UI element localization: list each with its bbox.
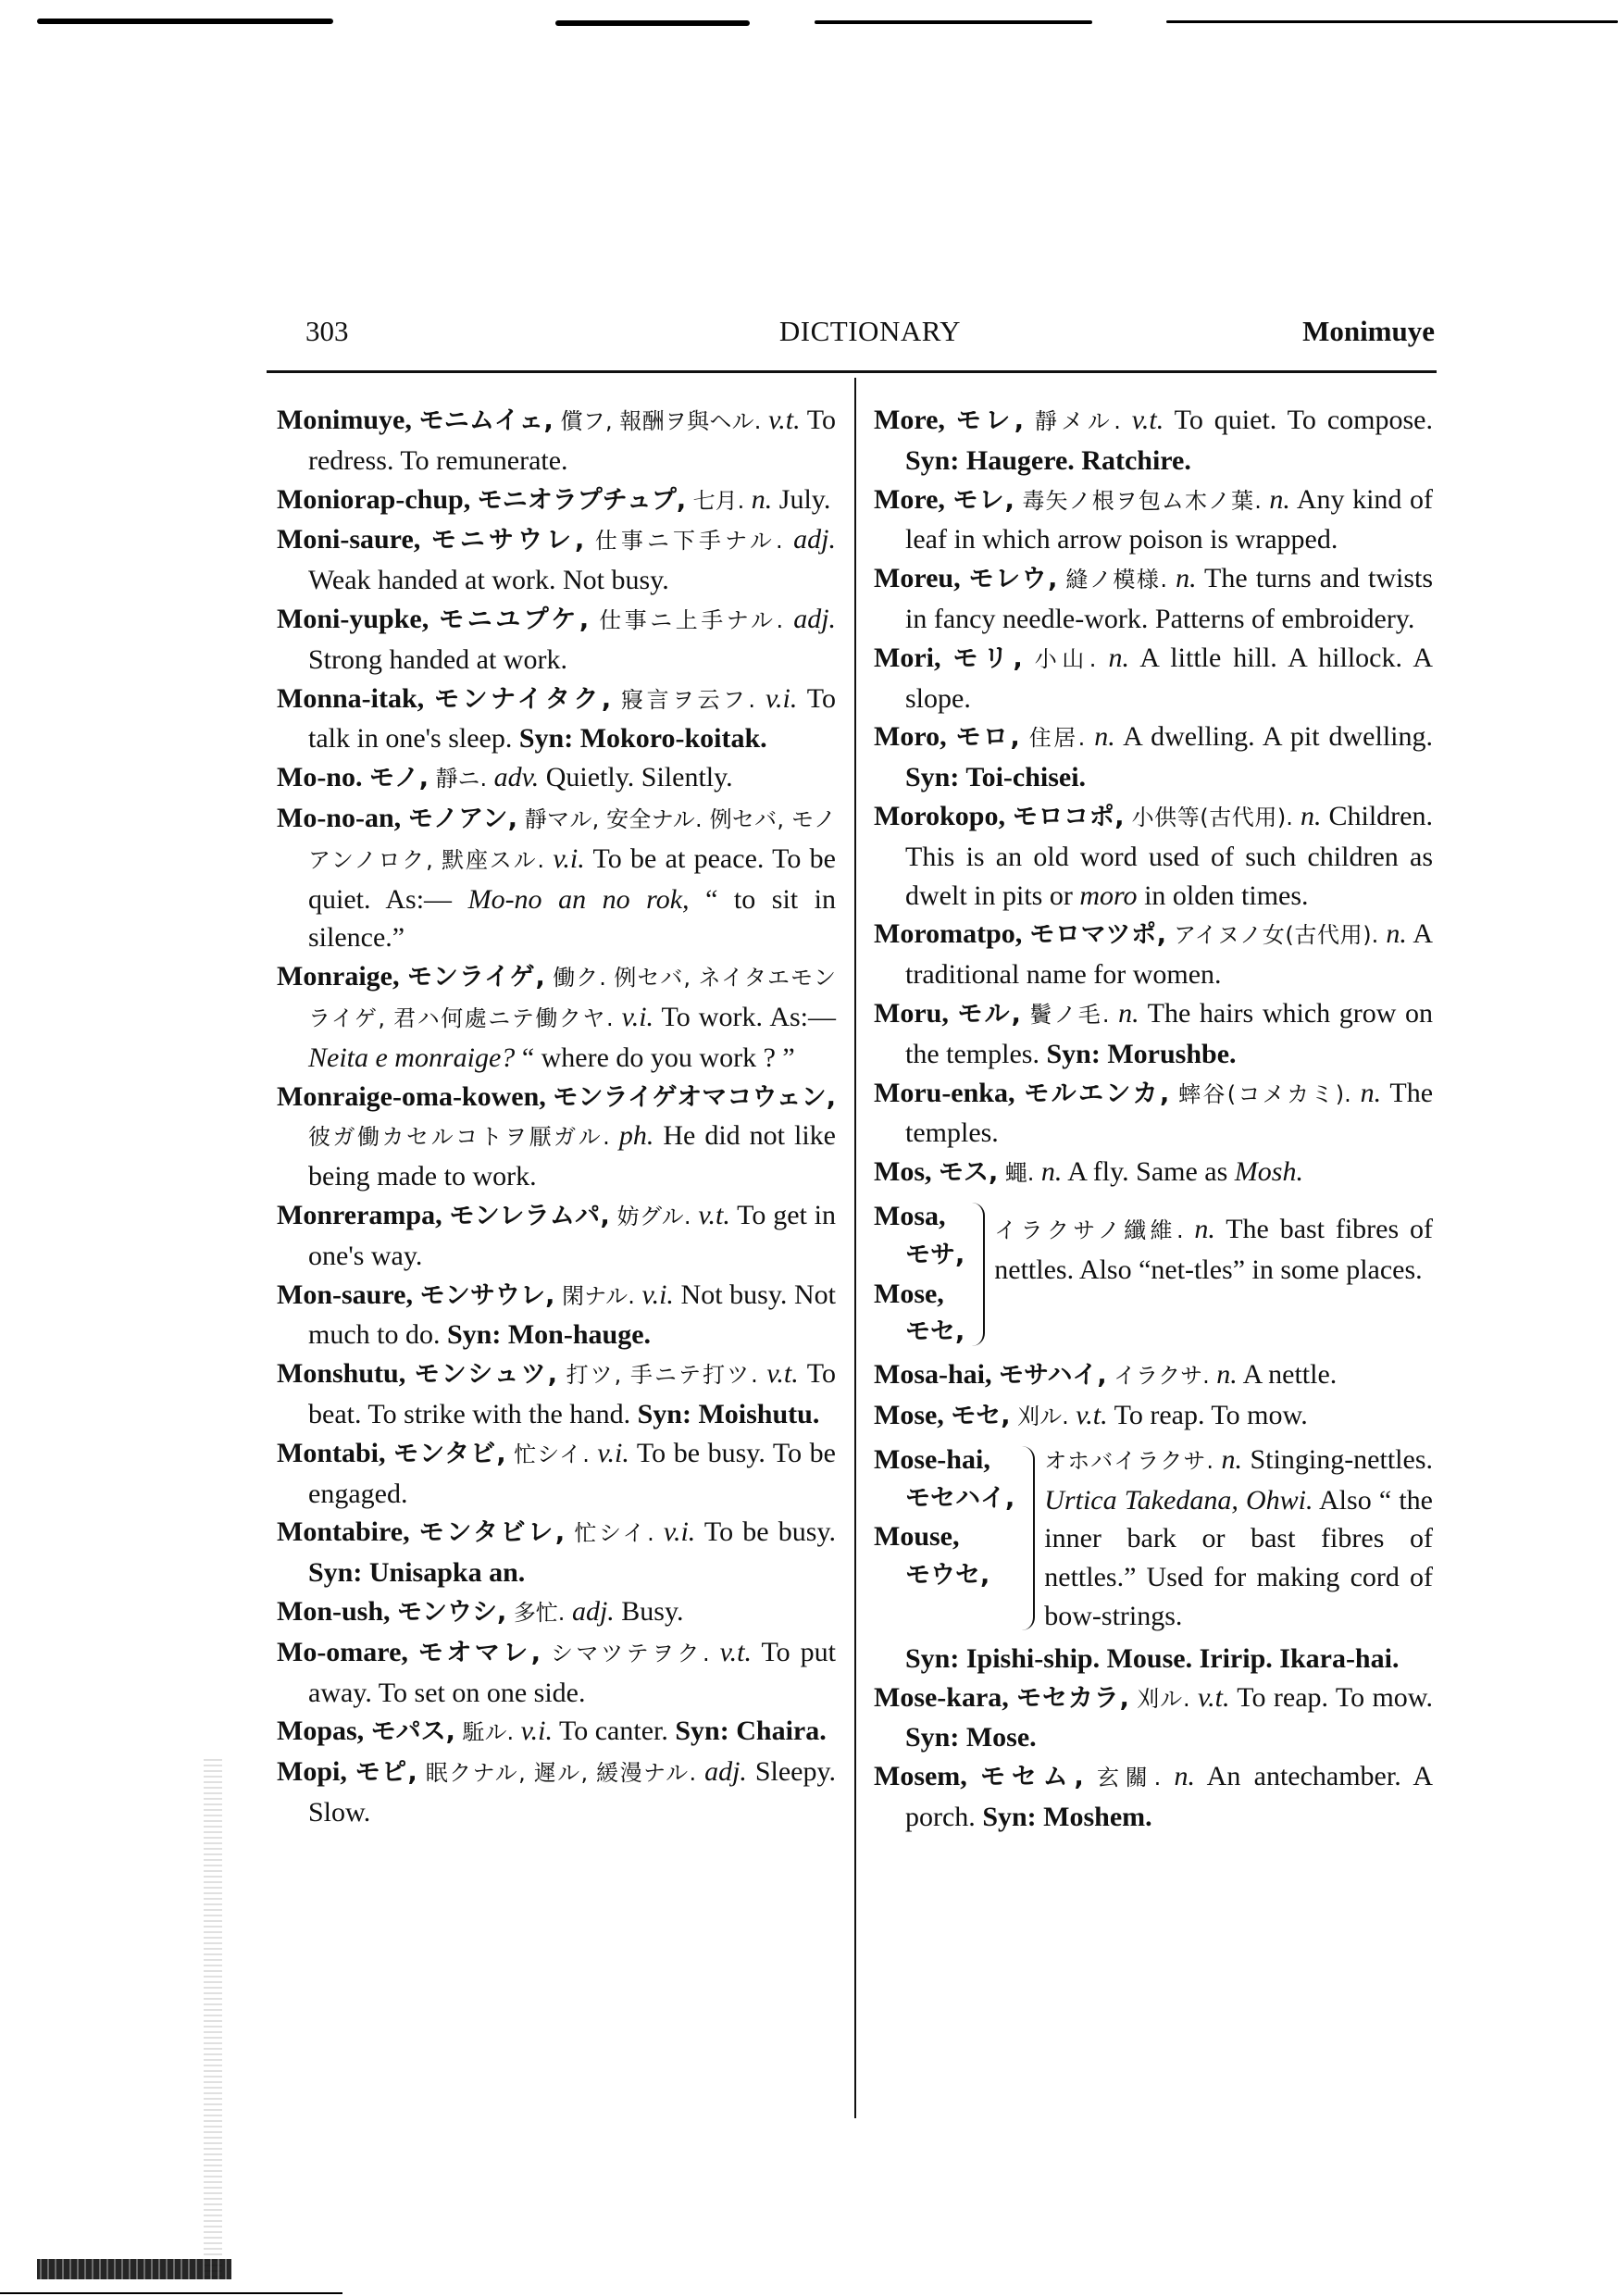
part-of-speech: n. (1360, 1077, 1382, 1108)
page-header (305, 315, 1435, 361)
part-of-speech: v.i. (765, 682, 798, 714)
dictionary-entry (874, 559, 1433, 639)
definition: The turns and twists in fancy needle-work. Patterns of embroidery. (905, 563, 1434, 634)
definition: To put away. To set on one side. (308, 1636, 836, 1708)
headword-kana: モス, (939, 1158, 999, 1188)
headword-kana: モリ, (952, 643, 1023, 673)
entry-group-mose-hai (874, 1441, 1433, 1636)
definition: A little hill. A hillock. A slope. (905, 642, 1434, 714)
definition: Busy. (621, 1595, 684, 1627)
dictionary-entry (874, 401, 1433, 480)
dictionary-entry (277, 1196, 836, 1276)
japanese-gloss: 妨グル. (616, 1203, 691, 1229)
headword: Monraige, (277, 961, 400, 992)
definition: To be busy. (703, 1516, 836, 1548)
dictionary-entry (874, 718, 1433, 797)
synonyms: Syn: Chaira. (675, 1716, 827, 1747)
part-of-speech: v.t. (719, 1636, 753, 1667)
headword-kana: モンタビレ, (418, 1518, 566, 1548)
headword: Moro, (874, 721, 947, 753)
japanese-gloss: 刈ル. (1017, 1403, 1069, 1429)
dictionary-entry (277, 680, 836, 759)
part-of-speech: n. (1194, 1213, 1215, 1244)
headword: Mos, (874, 1156, 932, 1188)
headword-kana: モニオラプチュプ, (477, 485, 687, 515)
headword-kana: モルエンカ, (1024, 1079, 1170, 1108)
headword-kana: モンライゲ, (406, 963, 545, 992)
synonyms: Syn: Toi-chisei. (905, 762, 1087, 793)
headword-kana: モピ, (355, 1758, 417, 1788)
part-of-speech: v.t. (768, 405, 801, 435)
headword: Monraige-oma-kowen, (277, 1080, 546, 1112)
japanese-gloss: 靜ニ. (435, 766, 488, 792)
synonyms: Syn: Haugere. Ratchire. (905, 444, 1191, 476)
part-of-speech: adj. (704, 1756, 747, 1788)
synonyms: Syn: Moishutu. (637, 1398, 820, 1429)
japanese-gloss: 仕事ニ下手ナル. (594, 528, 783, 555)
definition-continued: “ to sit in silence.” (308, 883, 836, 954)
headword: Mori, (874, 642, 941, 673)
headword: Mo-no-an, (277, 802, 402, 833)
headword: Morokopo, (874, 800, 1005, 831)
japanese-gloss: 寢言ヲ云フ. (621, 686, 755, 713)
definition: To be at peace. To be quiet. As:— (308, 842, 836, 915)
japanese-gloss: 償フ, 報酬ヲ與ヘル. (560, 408, 762, 434)
dictionary-entry (277, 401, 836, 480)
headword: Mose, (874, 1278, 944, 1309)
dictionary-entry (277, 1276, 836, 1355)
headword-kana: モンシュツ, (414, 1360, 558, 1390)
definition: To reap. To mow. (1237, 1681, 1433, 1713)
headword: Monrerampa, (277, 1199, 442, 1230)
headword-kana: モセハイ, (905, 1483, 1015, 1513)
part-of-speech: ph. (618, 1120, 654, 1152)
dictionary-entry (874, 639, 1433, 718)
part-of-speech: n. (1174, 1761, 1196, 1792)
headword: Mose-kara, (874, 1681, 1009, 1713)
part-of-speech: v.i. (520, 1716, 554, 1747)
synonyms: Syn: Mose. (905, 1722, 1037, 1753)
headword: Mosa, (874, 1200, 946, 1231)
headword: Mosa-hai, (874, 1359, 992, 1391)
definition: To redress. To remunerate. (308, 405, 837, 476)
example: Mo-no an no rok, (467, 883, 690, 915)
japanese-gloss: 刈ル. (1137, 1685, 1190, 1712)
headword-kana: モセ, (951, 1401, 1011, 1430)
dictionary-entry (277, 758, 836, 799)
headword-kana: モサ, (905, 1240, 965, 1269)
dictionary-entry (874, 480, 1433, 560)
headword-kana: モニムイェ, (418, 406, 554, 435)
japanese-gloss: イラクサ. (1114, 1363, 1210, 1390)
scan-artifact-bottom (37, 2259, 231, 2279)
headword-kana: モレ, (952, 485, 1014, 515)
japanese-gloss: 住居. (1028, 725, 1086, 752)
headword: Montabi, (277, 1437, 386, 1468)
synonyms: Syn: Mon-hauge. (447, 1319, 652, 1351)
dictionary-entry (277, 1078, 836, 1196)
part-of-speech: n. (1269, 483, 1290, 515)
definition: Not busy. Not much to do. (308, 1279, 837, 1351)
definition: The temples. (905, 1077, 1434, 1149)
headword: Mosem, (874, 1761, 967, 1792)
scan-artifact-top (815, 20, 1092, 24)
part-of-speech: v.i. (553, 842, 585, 874)
part-of-speech: n. (1386, 918, 1407, 950)
japanese-gloss: 打ツ, 手ニテ打ツ. (566, 1362, 758, 1389)
scan-artifact-margin (204, 1759, 222, 2277)
part-of-speech: v.i. (597, 1437, 629, 1468)
headword-kana: モンライゲオマコウェン, (553, 1082, 836, 1112)
headword: Monna-itak, (277, 682, 425, 714)
guide-word: Monimuye (1302, 315, 1435, 347)
part-of-speech: v.t. (698, 1199, 730, 1230)
right-column (874, 401, 1433, 1837)
headword: Mose-hai, (874, 1443, 990, 1475)
japanese-gloss: 靜マル, 安全ナル. 例セバ, モノアンノロク, 默座スル. (308, 805, 836, 873)
headword: Mopi, (277, 1756, 347, 1788)
synonyms: Syn: Moshem. (982, 1801, 1152, 1832)
headword-kana: モンレラムパ, (449, 1201, 610, 1230)
definition: To talk in one's sleep. (308, 682, 837, 755)
headword-kana: モンナイタク, (434, 684, 612, 714)
definition: To work. As:— (661, 1001, 837, 1032)
dictionary-entry (874, 915, 1433, 994)
example: Neita e monraige? (308, 1042, 516, 1073)
headword: Moniorap-chup, (277, 483, 471, 515)
headword: Mon-saure, (277, 1279, 413, 1310)
part-of-speech: v.t. (1198, 1681, 1230, 1713)
definition-continued: in olden times. (1144, 880, 1309, 911)
part-of-speech: v.i. (621, 1001, 654, 1032)
definition: To get in one's way. (308, 1199, 837, 1271)
headword-kana: モセム, (980, 1763, 1084, 1792)
headword-kana: モンサウレ, (419, 1280, 555, 1310)
part-of-speech: adv. (493, 762, 540, 793)
headword-kana: モンウシ, (397, 1597, 507, 1627)
headword: Moni-saure, (277, 524, 421, 555)
definition: A dwelling. A pit dwelling. (1123, 721, 1433, 753)
headword: Moru, (874, 997, 949, 1029)
definition: Weak handed at work. Not busy. (308, 565, 669, 596)
part-of-speech: n. (751, 483, 773, 515)
headword-kana: モセカラ, (1016, 1683, 1129, 1713)
dictionary-entry (874, 797, 1433, 915)
part-of-speech: n. (1216, 1359, 1238, 1391)
part-of-speech: adj. (793, 524, 836, 555)
definition: To beat. To strike with the hand. (308, 1358, 836, 1429)
headword-kana: モニユプケ, (439, 605, 590, 634)
dictionary-entry (277, 1712, 836, 1753)
headword-kana: モノアン, (407, 804, 517, 833)
part-of-speech: adj. (793, 603, 837, 634)
part-of-speech: n. (1108, 642, 1129, 673)
japanese-gloss: シマツテヲク. (550, 1640, 710, 1666)
definition: He did not like being made to work. (308, 1120, 837, 1192)
brace (1016, 1446, 1035, 1630)
column-divider (854, 378, 856, 2118)
japanese-gloss: 多忙. (513, 1599, 566, 1626)
japanese-gloss: 蟀谷(コメカミ). (1178, 1080, 1351, 1107)
japanese-gloss: 蠅. (1004, 1160, 1035, 1187)
japanese-gloss: 小山. (1034, 645, 1097, 672)
headword-kana: モンタビ, (393, 1439, 506, 1468)
headword: Mon-ush, (277, 1595, 391, 1627)
page-number: 303 (305, 315, 349, 347)
part-of-speech: v.t. (1131, 405, 1164, 435)
dictionary-entry (277, 1434, 836, 1514)
headword-kana: モサハイ, (999, 1361, 1107, 1391)
part-of-speech: n. (1300, 800, 1322, 831)
headword: Moni-yupke, (277, 603, 429, 634)
part-of-speech: v.i. (663, 1516, 696, 1548)
headword: Mo-omare, (277, 1636, 408, 1667)
scan-artifact-line (0, 2292, 342, 2294)
dictionary-entry (874, 1355, 1433, 1396)
headword: Moromatpo, (874, 918, 1023, 950)
definition: Any kind of leaf in which arrow poison is wrapped. (905, 483, 1433, 555)
left-column (277, 401, 836, 1832)
japanese-gloss: イラクサノ纖維. (994, 1217, 1184, 1243)
headword: Monshutu, (277, 1358, 406, 1390)
headword-kana: モセ, (905, 1317, 965, 1347)
synonyms: Syn: Ipishi-ship. Mouse. Iririp. Ikara-hai. (905, 1642, 1400, 1674)
dictionary-entry (277, 799, 836, 957)
part-of-speech: v.i. (641, 1279, 674, 1310)
japanese-gloss: 小供等(古代用). (1131, 804, 1293, 830)
definition: A nettle. (1242, 1359, 1338, 1391)
japanese-gloss: 縫ノ模様. (1065, 567, 1168, 593)
headword-kana: モレウ, (968, 565, 1058, 594)
dictionary-entry (277, 480, 836, 521)
scientific-name: Urtica Takedana, Ohwi. (1044, 1484, 1313, 1516)
part-of-speech: v.t. (1076, 1399, 1108, 1430)
headword-kana: モル, (957, 999, 1021, 1029)
headword-kana: モレ, (955, 406, 1024, 435)
headword-kana: モロコポ, (1013, 802, 1125, 831)
dictionary-entry (874, 1396, 1433, 1437)
definition: A fly. Same as (1067, 1156, 1228, 1188)
part-of-speech: v.t. (766, 1358, 799, 1390)
synonyms: Syn: Unisapka an. (308, 1557, 526, 1589)
definition: Children. This is an old word used of such children as dwelt in pits or (905, 800, 1433, 911)
definition-continued: Also “ the inner bark or bast fibres of nettles.” Used for making cord of bow-strings. (1044, 1484, 1433, 1631)
dictionary-entry (277, 1753, 836, 1832)
headword: Moru-enka, (874, 1077, 1015, 1108)
definition: To quiet. To compose. (1174, 405, 1433, 435)
brace (966, 1203, 985, 1346)
dictionary-entry (874, 1153, 1433, 1193)
japanese-gloss: 鬢ノ毛. (1029, 1001, 1110, 1028)
japanese-gloss: 閑ナル. (562, 1282, 635, 1309)
dictionary-entry (874, 1074, 1433, 1154)
part-of-speech: adj. (571, 1595, 615, 1627)
headword-kana: モノ, (369, 764, 429, 793)
definition: Sleepy. Slow. (308, 1756, 837, 1828)
dictionary-entry (277, 957, 836, 1077)
definition: The bast fibres of nettles. Also “net-tles” in some places. (994, 1213, 1433, 1285)
headword: Mose, (874, 1399, 944, 1430)
definition: To be busy. To be engaged. (308, 1437, 836, 1509)
synonyms: Syn: Morushbe. (1046, 1038, 1237, 1069)
scan-artifact-top (1166, 20, 1618, 23)
japanese-gloss: 眠クナル, 遲ル, 緩漫ナル. (425, 1760, 697, 1787)
part-of-speech: n. (1040, 1156, 1063, 1188)
part-of-speech: n. (1118, 997, 1139, 1029)
dictionary-entry (874, 1757, 1433, 1837)
headword: Mouse, (874, 1521, 960, 1553)
headword: Moreu, (874, 563, 961, 594)
japanese-gloss: 玄關. (1097, 1765, 1162, 1791)
headword-kana: モロ, (955, 723, 1020, 753)
japanese-gloss: 毒矢ノ根ヲ包ム木ノ葉. (1022, 487, 1262, 514)
dictionary-entry (277, 600, 836, 680)
headword: More, (874, 405, 945, 435)
part-of-speech: n. (1221, 1443, 1242, 1475)
dictionary-entry (277, 1354, 836, 1434)
headword-kana: モロマツポ, (1029, 920, 1166, 950)
definition: To canter. (559, 1716, 668, 1747)
headword-kana: モパス, (370, 1717, 455, 1747)
definition: A traditional name for women. (905, 918, 1434, 991)
definition-continued: “ where do you work ? ” (521, 1042, 795, 1073)
running-title: DICTIONARY (778, 315, 962, 347)
dictionary-entry (277, 1633, 836, 1713)
japanese-gloss: アイヌノ女(古代用). (1174, 922, 1379, 949)
header-rule (267, 370, 1437, 373)
part-of-speech: n. (1094, 721, 1115, 753)
definition: Strong handed at work. (308, 643, 567, 675)
definition: The hairs which grow on the temples. (905, 997, 1434, 1069)
example: Mosh. (1234, 1156, 1303, 1188)
dictionary-entry (874, 1678, 1433, 1758)
definition: July. (778, 483, 831, 515)
dictionary-entry (277, 1592, 836, 1633)
synonyms: Syn: Mokoro-koitak. (518, 723, 767, 755)
headword: Mo-no. (277, 762, 363, 793)
entry-group-mosa (874, 1197, 1433, 1352)
part-of-speech: n. (1176, 563, 1197, 594)
japanese-gloss: 忙シイ. (514, 1441, 590, 1467)
definition: To reap. To mow. (1114, 1399, 1308, 1430)
dictionary-entry (874, 994, 1433, 1074)
example: moro (1079, 880, 1138, 911)
headword: Montabire, (277, 1516, 410, 1548)
headword-kana: モオマレ, (417, 1638, 541, 1667)
definition: Stinging-nettles. (1250, 1443, 1433, 1475)
japanese-gloss: 靜メル. (1034, 408, 1121, 434)
japanese-gloss: 仕事ニ上手ナル. (599, 606, 784, 633)
japanese-gloss: 駈ル. (462, 1719, 515, 1746)
headword: More, (874, 483, 945, 515)
japanese-gloss: 彼ガ働カセルコトヲ厭ガル. (308, 1124, 610, 1151)
scan-artifact-top (555, 20, 750, 26)
definition: An antechamber. A porch. (905, 1761, 1434, 1832)
headword-kana: モウセ, (905, 1561, 990, 1591)
definition: Quietly. Silently. (545, 762, 733, 793)
japanese-gloss: オホバイラクサ. (1044, 1447, 1214, 1474)
headword: Monimuye, (277, 405, 412, 435)
japanese-gloss: 忙シイ. (574, 1520, 654, 1547)
japanese-gloss: 七月. (692, 487, 745, 514)
headword-kana: モニサウレ, (430, 526, 585, 555)
japanese-gloss: 働ク. 例セバ, ネイタエモンライゲ, 君ハ何處ニテ働クヤ. (308, 965, 836, 1031)
scan-artifact-top (37, 19, 333, 24)
headword: Mopas, (277, 1716, 365, 1747)
dictionary-entry (277, 520, 836, 600)
dictionary-entry (277, 1513, 836, 1592)
